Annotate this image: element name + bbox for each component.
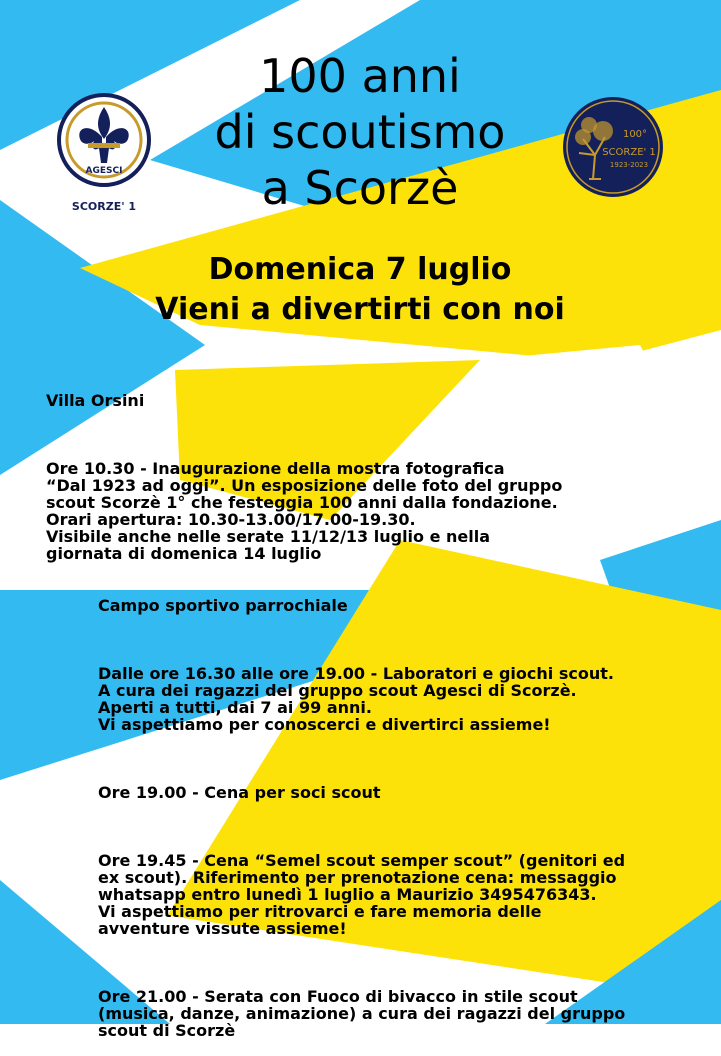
subtitle-date: Domenica 7 luglio <box>208 252 512 287</box>
poster-title <box>150 48 570 216</box>
agesci-ring-text: AGESCI <box>85 166 123 176</box>
subtitle-invite: Vieni a divertirti con noi <box>155 292 565 327</box>
scorze-logo-name: SCORZE' 1 <box>602 147 656 158</box>
section-2-paragraph-campfire: Ore 21.00 - Serata con Fuoco di bivacco in stile scout (musica, danze, animazione) a cura dei ragazzi del gruppo scout di Scorzè <box>98 987 626 1040</box>
section-1-heading: Villa Orsini <box>46 391 145 410</box>
section-campo-sportivo <box>98 580 698 1056</box>
section-2-heading: Campo sportivo parrochiale <box>98 596 348 615</box>
section-2-paragraph-dinner-public: Ore 19.45 - Cena “Semel scout semper scout” (genitori ed ex scout). Riferimento per prenotazione cena: messaggio whatsapp entro lunedì 1 luglio a Maurizio 3495476343. Vi aspettiamo per ritrovarci e fare memoria delle avventure vissute assieme! <box>98 851 626 938</box>
scorze-anniversary-logo <box>561 95 665 199</box>
title-line-2: di scoutismo <box>214 105 506 159</box>
poster-subtitle <box>80 250 640 330</box>
section-2-paragraph-dinner-members: Ore 19.00 - Cena per soci scout <box>98 783 381 802</box>
title-line-3: a Scorzè <box>261 161 459 215</box>
section-1-paragraph: Ore 10.30 - Inaugurazione della mostra fotografica “Dal 1923 ad oggi”. Un esposizione delle foto del gruppo scout Scorzè 1° che festeggia 100 anni dalla fondazione. Orari apertura: 10.30-13.00/17.00-19.30. Visibile anche nelle serate 11/12/13 luglio e nella giornata di domenica 14 luglio <box>46 459 563 563</box>
section-2-paragraph-games: Dalle ore 16.30 alle ore 19.00 - Laboratori e giochi scout. A cura dei ragazzi del gruppo scout Agesci di Scorzè. Aperti a tutti, dai 7 ai 99 anni. Vi aspettiamo per conoscerci e divertirci assieme! <box>98 664 614 734</box>
title-line-1: 100 anni <box>259 49 461 103</box>
agesci-logo <box>52 93 156 215</box>
anniversary-number: 100° <box>622 129 648 140</box>
agesci-logo-label: SCORZE' 1 <box>71 200 137 213</box>
anniversary-years: 1923-2023 <box>609 161 649 169</box>
section-villa-orsini <box>46 375 686 579</box>
